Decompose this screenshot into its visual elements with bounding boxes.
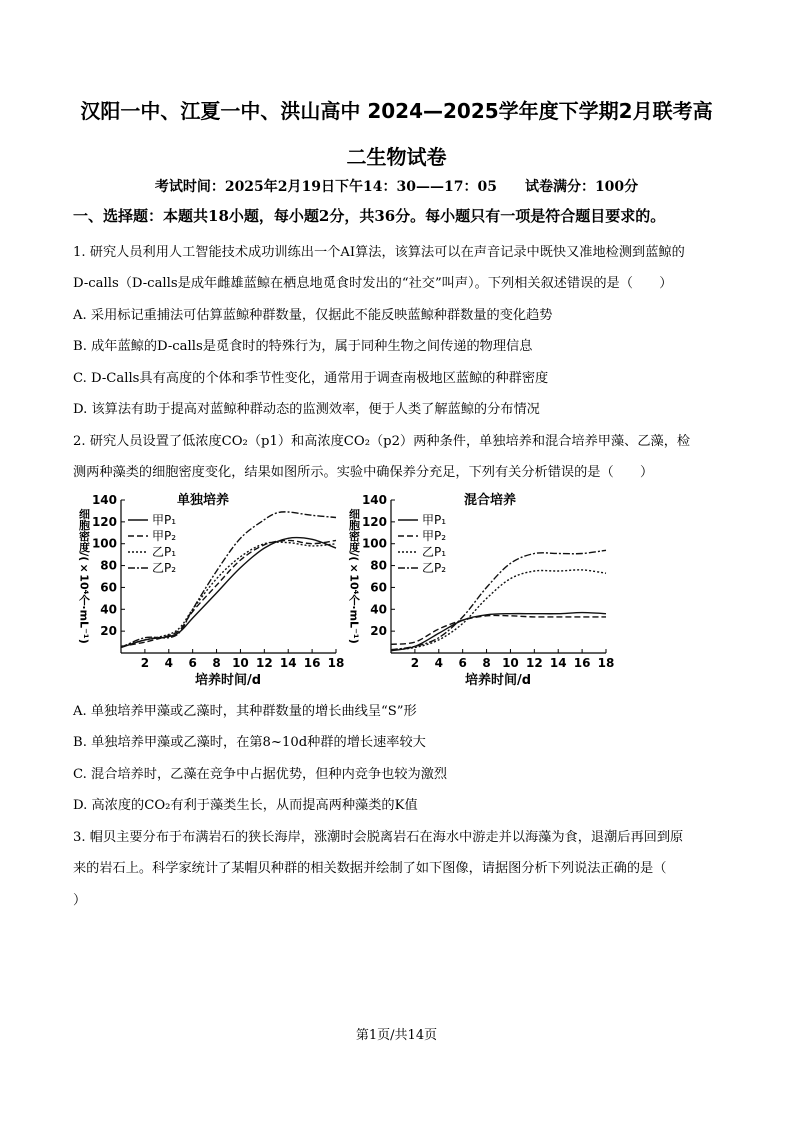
- legend-label: 乙P₁: [422, 545, 447, 559]
- q3-stem-line-3: ）: [73, 893, 87, 908]
- x-tick-label: 6: [458, 656, 467, 670]
- y-tick-label: 100: [91, 536, 117, 551]
- x-tick-label: 16: [303, 656, 321, 670]
- x-tick-label: 4: [434, 656, 443, 670]
- x-axis-label: 培养时间/d: [464, 673, 532, 688]
- y-tick-label: 40: [100, 602, 117, 617]
- legend-label: 甲P₁: [422, 513, 447, 527]
- y-tick-label: 140: [361, 493, 387, 507]
- exam-info: 考试时间：2025年2月19日下午14：30——17：05 试卷满分：100分: [154, 179, 639, 195]
- x-tick-label: 12: [255, 656, 273, 670]
- y-axis-label: 细胞密度/(×10⁴个·mL⁻¹): [348, 508, 361, 644]
- document-title: [60, 88, 733, 180]
- chart-mixed-culture: [348, 488, 618, 697]
- chart-title: 单独培养: [176, 493, 230, 508]
- chart-mixed-svg: [348, 488, 618, 693]
- y-tick-label: 140: [91, 493, 117, 507]
- q2-stem-line-2: 测两种藻类的细胞密度变化，结果如图所示。实验中确保养分充足，下列有关分析错误的是（ ）: [73, 465, 654, 480]
- legend-label: 乙P₁: [152, 545, 177, 559]
- q1-option-b: B. 成年蓝鲸的D-calls是觅食时的特殊行为，属于同种生物之间传递的物理信息: [73, 339, 533, 354]
- legend-label: 乙P₂: [152, 561, 177, 575]
- y-tick-label: 80: [100, 558, 117, 573]
- x-tick-label: 16: [573, 656, 591, 670]
- legend-label: 乙P₂: [422, 561, 447, 575]
- legend-label: 甲P₂: [422, 529, 447, 543]
- q2-option-a: A. 单独培养甲藻或乙藻时，其种群数量的增长曲线呈“S”形: [73, 704, 417, 719]
- q2-option-d: D. 高浓度的CO₂有利于藻类生长，从而提高两种藻类的K值: [73, 798, 418, 813]
- q3-stem-line-1: 3. 帽贝主要分布于布满岩石的狭长海岸，涨潮时会脱离岩石在海水中游走并以海藻为食，退潮后再回到原: [73, 830, 684, 845]
- x-tick-label: 10: [232, 656, 249, 670]
- legend-label: 甲P₂: [152, 529, 177, 543]
- x-tick-label: 2: [410, 656, 420, 670]
- q1-option-d: D. 该算法有助于提高对蓝鲸种群动态的监测效率，便于人类了解蓝鲸的分布情况: [73, 402, 540, 417]
- x-tick-label: 14: [549, 656, 567, 670]
- x-tick-label: 12: [525, 656, 543, 670]
- x-axis-label: 培养时间/d: [194, 673, 262, 688]
- chart-title: 混合培养: [463, 493, 517, 508]
- chart-single-culture: [78, 488, 348, 697]
- q2-option-c: C. 混合培养时，乙藻在竞争中占据优势，但种内竞争也较为激烈: [73, 767, 448, 782]
- legend-label: 甲P₁: [152, 513, 177, 527]
- q1-option-a: A. 采用标记重捕法可估算蓝鲸种群数量，仅据此不能反映蓝鲸种群数量的变化趋势: [73, 308, 553, 323]
- x-tick-label: 18: [597, 656, 615, 670]
- series-line-2: [391, 615, 606, 644]
- x-tick-label: 18: [327, 656, 345, 670]
- q2-option-b: B. 单独培养甲藻或乙藻时，在第8~10d种群的增长速率较大: [73, 735, 426, 750]
- q2-stem-line-1: 2. 研究人员设置了低浓度CO₂（p1）和高浓度CO₂（p2）两种条件，单独培养和混合培养甲藻、乙藻，检: [73, 434, 691, 449]
- q1-stem-line-1: 1. 研究人员利用人工智能技术成功训练出一个AI算法，该算法可以在声音记录中既快又准地检测到蓝鲸的: [73, 245, 685, 260]
- series-line-3: [391, 570, 606, 650]
- title-line-2: 二生物试卷: [346, 145, 447, 169]
- y-tick-label: 100: [361, 536, 387, 551]
- y-tick-label: 20: [100, 624, 117, 639]
- section-heading: 一、选择题：本题共18小题，每小题2分，共36分。每小题只有一项是符合题目要求的。: [73, 207, 666, 225]
- y-tick-label: 20: [370, 624, 387, 639]
- y-tick-label: 120: [361, 514, 387, 529]
- y-axis-label: 细胞密度/(×10⁴个·mL⁻¹): [78, 508, 91, 644]
- y-tick-label: 80: [370, 558, 387, 573]
- x-tick-label: 8: [482, 656, 491, 670]
- y-tick-label: 60: [100, 580, 117, 595]
- x-tick-label: 2: [140, 656, 150, 670]
- y-tick-label: 120: [91, 514, 117, 529]
- x-tick-label: 10: [502, 656, 519, 670]
- title-line-1: 汉阳一中、江夏一中、洪山高中 2024—2025学年度下学期2月联考高: [80, 99, 713, 123]
- q1-option-c: C. D-Calls具有高度的个体和季节性变化，通常用于调查南极地区蓝鲸的种群密度: [73, 371, 549, 386]
- y-tick-label: 40: [370, 602, 387, 617]
- x-tick-label: 14: [279, 656, 297, 670]
- q1-stem-line-2: D-calls（D-calls是成年雌雄蓝鲸在栖息地觅食时发出的“社交”叫声）。下列相关叙述错误的是（ ）: [73, 276, 673, 291]
- x-tick-label: 4: [164, 656, 173, 670]
- x-tick-label: 6: [188, 656, 197, 670]
- x-tick-label: 8: [212, 656, 221, 670]
- page-number: 第1页/共14页: [355, 1028, 438, 1043]
- chart-single-svg: [78, 488, 348, 693]
- q3-stem-line-2: 来的岩石上。科学家统计了某帽贝种群的相关数据并绘制了如下图像，请据图分析下列说法正确的是（: [73, 861, 667, 876]
- y-tick-label: 60: [370, 580, 387, 595]
